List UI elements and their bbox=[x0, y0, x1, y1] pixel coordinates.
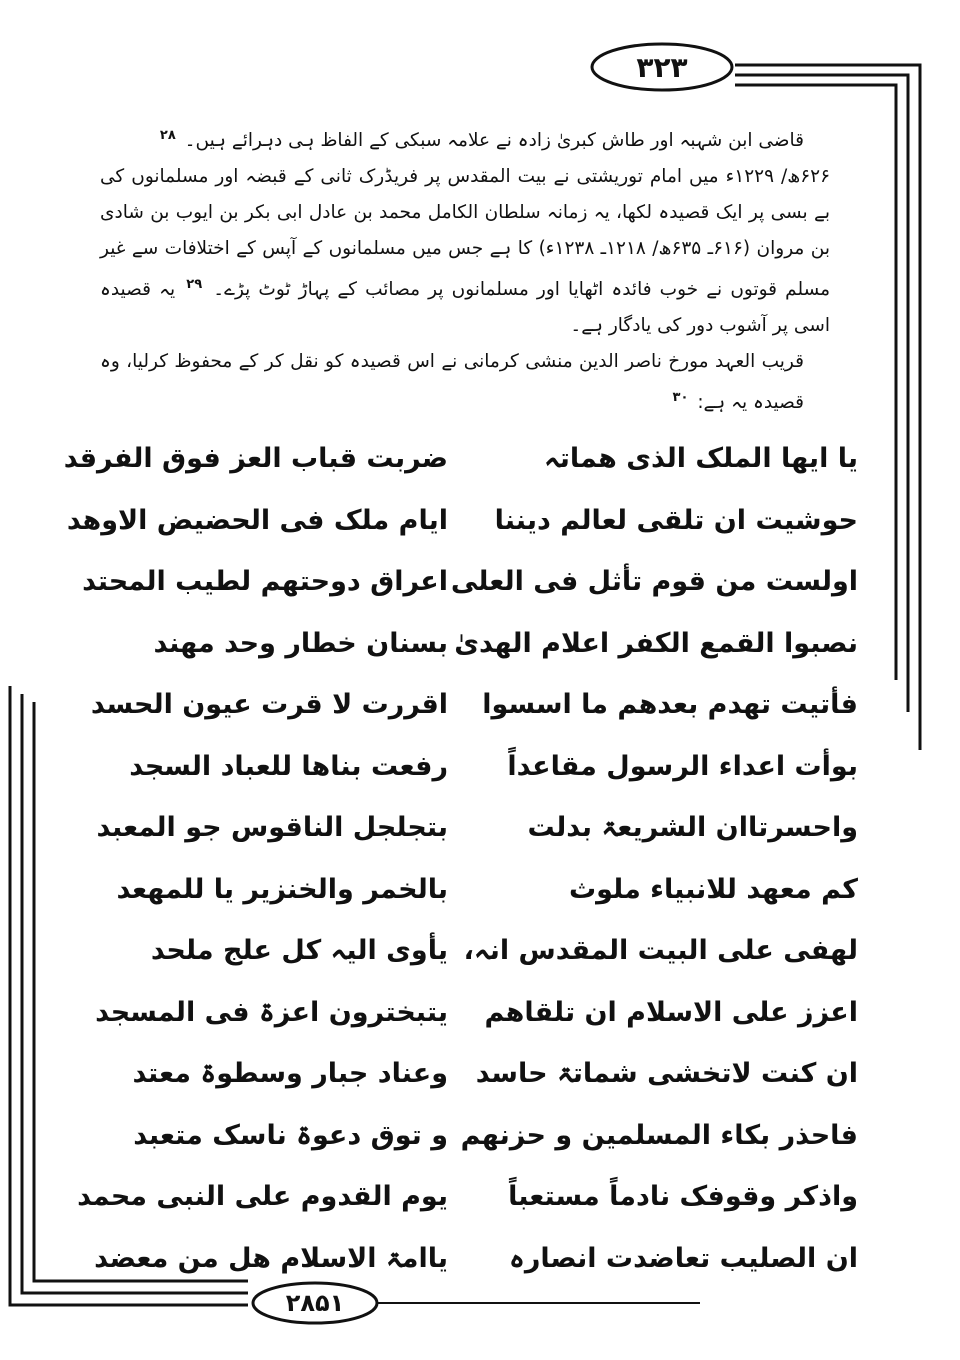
verse-second-half: و توق دعوۃ ناسک متعبد bbox=[133, 1119, 448, 1151]
paragraph-text-tail: یہ قصیدہ اسی پر آشوب دور کی یادگار ہے۔ bbox=[100, 279, 830, 337]
verse-second-half: ضربت قباب العز فوق الفرقد bbox=[63, 443, 448, 475]
verse-line bbox=[98, 1105, 858, 1167]
footnote-marker: ۲۸ bbox=[159, 128, 176, 143]
verse-first-half: اعزز علی الاسلام ان تلقاھم bbox=[484, 996, 858, 1028]
verse-second-half: یوم القدوم علی النبی محمد bbox=[77, 1181, 448, 1213]
paragraph-2 bbox=[100, 159, 830, 344]
verse-first-half: کم معھد للانبیاء ملوث bbox=[568, 873, 858, 905]
verse-first-half: بوأت اعداء الرسول مقاعداً bbox=[507, 750, 858, 782]
verse-line bbox=[98, 859, 858, 921]
footnote-marker: ۳۰ bbox=[672, 390, 689, 406]
verse-first-half: ان کنت لاتخشی شماتۃ حاسد bbox=[475, 1058, 858, 1090]
verse-line bbox=[66, 490, 858, 552]
verse-first-half: واحسرتاان الشریعۃ بدلت bbox=[527, 812, 858, 844]
poem-verses bbox=[63, 428, 858, 1289]
verse-line bbox=[90, 674, 858, 736]
page-number-bottom: ۲۸۵۱ bbox=[285, 1289, 345, 1317]
paragraph-text: قاضی ابن شہبہ اور طاش کبریٰ زادہ نے علامہ سبکی کے الفاظ ہی دہرائے ہیں۔ bbox=[184, 130, 804, 152]
verse-line bbox=[63, 428, 858, 490]
verse-line bbox=[98, 920, 858, 982]
verse-line bbox=[98, 613, 858, 675]
verse-second-half: وعناد جبار وسطوۃ معتد bbox=[132, 1058, 448, 1090]
paragraph-text: قریب العہد مورخ ناصر الدین منشی کرمانی نے اس قصیدہ کو نقل کر کے محفوظ کرلیا، وہ قصیدہ یہ ہے: bbox=[100, 351, 804, 414]
verse-first-half: یا ایھا الملک الذی ھماتہ bbox=[543, 443, 858, 475]
verse-first-half: فأتیت تھدم بعدھم ما اسسوا bbox=[482, 689, 858, 721]
verse-second-half: رفعت بناھا للعباد السجد bbox=[129, 750, 448, 782]
verse-second-half: اقررت لا قرت عیون الحسد bbox=[90, 689, 448, 721]
paragraph-3 bbox=[100, 344, 830, 421]
verse-first-half: ان الصلیب تعاضدت انصارہ bbox=[509, 1242, 858, 1274]
verse-line bbox=[95, 982, 858, 1044]
page-number-top: ۳۲۳ bbox=[636, 50, 688, 84]
verse-line bbox=[77, 1166, 858, 1228]
paragraph-text: ۶۲۶ھ/ ۱۲۲۹ء میں امام توریشتی نے بیت المقدس پر فریڈرک ثانی کے قبضہ اور مسلمانوں کی بے بسی پر ایک قصیدہ لکھا، یہ زمانہ سلطان الکامل محمد بن عادل ابی بکر بن ایوب بن شادی بن مروان (۶۱۶ـ ۶۳۵ھ/ ۱۲۱۸ـ ۱۲۳۸ء) کا ہے جس میں مسلمانوں کے آپس کے اختلافات سے غیر مسلم قوتوں نے خوب فائدہ اٹھایا اور مسلمانوں پر مصائب کے پہاڑ ٹوٹ پڑے۔ bbox=[100, 166, 831, 301]
verse-second-half: ایام ملک فی الحضیض الاوھد bbox=[66, 504, 448, 536]
verse-first-half: واذکر وقوفک نادماً مستعباً bbox=[508, 1181, 858, 1213]
verse-second-half: بسنان خطار وحد مھند bbox=[153, 627, 448, 659]
verse-line bbox=[98, 1043, 858, 1105]
verse-second-half: بتجلجل الناقوس جو المعبد bbox=[96, 812, 448, 844]
verse-line bbox=[94, 1228, 858, 1290]
verse-line bbox=[98, 797, 858, 859]
verse-line bbox=[98, 736, 858, 798]
prose-section bbox=[100, 118, 830, 421]
verse-first-half: حوشیت ان تلقی لعالم دیننا bbox=[494, 504, 858, 536]
verse-second-half: یأوی الیہ کل علج ملحد bbox=[150, 935, 448, 967]
verse-first-half: لھفی علی البیت المقدس انہ، bbox=[463, 935, 858, 967]
verse-first-half: نصبوا القمع الکفر اعلام الھدیٰ bbox=[454, 627, 858, 659]
verse-second-half: اعراق دوحتھم لطیب المحتد bbox=[82, 566, 448, 598]
verse-second-half: بالخمر والخنزیر یا للمھعد bbox=[116, 873, 448, 905]
verse-second-half: یاامۃ الاسلام ھل من معضد bbox=[94, 1242, 448, 1274]
verse-first-half: فاحذر بکاء المسلمین و حزنھم bbox=[460, 1119, 858, 1151]
verse-line bbox=[82, 551, 858, 613]
footnote-marker: ۲۹ bbox=[186, 277, 203, 293]
paragraph-1 bbox=[100, 118, 830, 159]
verse-second-half: یتبخترون اعزۃ فی المسجد bbox=[95, 996, 448, 1028]
verse-first-half: اولست من قوم تأثل فی العلی bbox=[450, 566, 858, 598]
